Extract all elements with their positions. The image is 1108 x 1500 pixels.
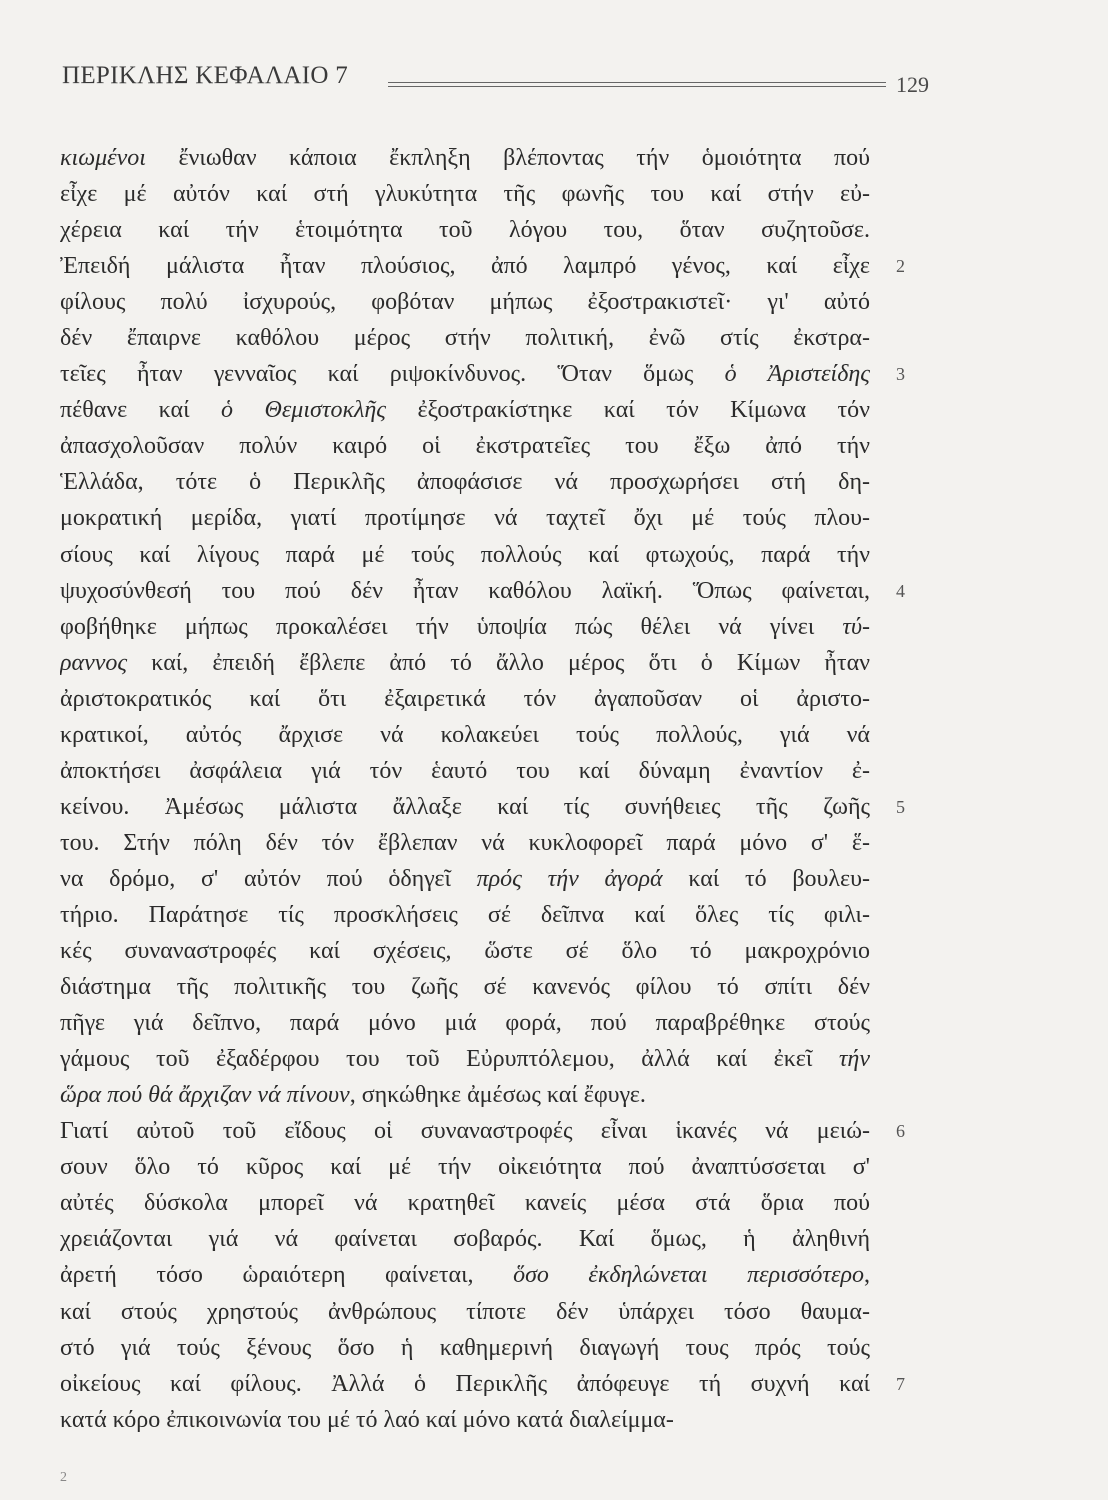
- line-text: οἰκείους καί φίλους. Ἀλλά ὁ Περικλῆς ἀπόφευγε τή συχνή καί: [60, 1370, 870, 1397]
- line-text: να δρόμο, σ' αὐτόν πού ὁδηγεῖ: [60, 865, 477, 892]
- line-text: Γιατί αὐτοῦ τοῦ εἴδους οἱ συναναστροφές εἶναι ἱκανές νά μειώ-: [60, 1118, 870, 1145]
- text-line: [60, 356, 870, 392]
- header-rule: [388, 82, 886, 87]
- footer-mark: 2: [60, 1470, 67, 1485]
- text-line: [60, 573, 870, 609]
- line-text: ψυχοσύνθεσή του πού δέν ἦταν καθόλου λαϊκή. Ὅπως φαίνεται,: [60, 577, 870, 604]
- italic-phrase: τήν: [838, 1046, 870, 1073]
- line-text: πῆγε γιά δεῖπνο, παρά μόνο μιά φορά, πού παραβρέθηκε στούς: [60, 1010, 870, 1037]
- text-line: [60, 1005, 870, 1041]
- line-text: εἶχε μέ αὐτόν καί στή γλυκύτητα τῆς φωνῆς του καί στήν εὐ-: [60, 181, 870, 208]
- text-line: [60, 1041, 870, 1077]
- italic-phrase: τύ-: [842, 613, 870, 640]
- text-line: [60, 500, 870, 536]
- text-line: [60, 681, 870, 717]
- line-text: στό γιά τούς ξένους ὅσο ἡ καθημερινή διαγωγή τους πρός τούς: [60, 1334, 870, 1361]
- text-line: [60, 1077, 870, 1113]
- line-text: σίους καί λίγους παρά μέ τούς πολλούς καί φτωχούς, παρά τήν: [60, 541, 870, 568]
- text-line: [60, 789, 870, 825]
- line-text: φοβήθηκε μήπως προκαλέσει τήν ὑποψία πώς θέλει νά γίνει: [60, 613, 843, 640]
- line-text: δέν ἔπαιρνε καθόλου μέρος στήν πολιτική, ἐνῶ στίς ἐκστρα-: [60, 325, 870, 352]
- text-line: [60, 284, 870, 320]
- line-text: κατά κόρο ἐπικοινωνία του μέ τό λαό καί μόνο κατά διαλείμμα-: [60, 1406, 674, 1433]
- text-line: [60, 248, 870, 284]
- line-text: ἀπασχολοῦσαν πολύν καιρό οἱ ἐκστρατεῖες του ἔξω ἀπό τήν: [60, 433, 870, 460]
- line-text: διάστημα τῆς πολιτικῆς του ζωῆς σέ κανενός φίλου τό σπίτι δέν: [60, 974, 870, 1001]
- text-line: [60, 753, 870, 789]
- text-line: [60, 320, 870, 356]
- line-text: τεῖες ἦταν γενναῖος καί ριψοκίνδυνος. Ὅταν ὅμως: [60, 361, 725, 388]
- text-line: [60, 1257, 870, 1293]
- text-line: [60, 717, 870, 753]
- text-line: [60, 537, 870, 573]
- section-number: 5: [896, 796, 905, 817]
- text-line: [60, 1149, 870, 1185]
- italic-phrase: ραννος: [60, 649, 128, 676]
- line-text: σουν ὅλο τό κῦρος καί μέ τήν οἰκειότητα πού ἀναπτύσσεται σ': [60, 1154, 870, 1181]
- line-text: πέθανε καί: [60, 397, 222, 424]
- italic-phrase: πρός τήν ἀγορά: [476, 865, 663, 892]
- italic-phrase: κιωμένοι: [60, 145, 146, 171]
- line-text: κές συναναστροφές καί σχέσεις, ὥστε σέ ὅλο τό μακροχρόνιο: [60, 938, 870, 965]
- page-number: 129: [896, 72, 929, 97]
- section-number: 6: [896, 1121, 905, 1142]
- text-line: [60, 897, 870, 933]
- text-line: [60, 1330, 870, 1366]
- text-line: [60, 969, 870, 1005]
- line-text: χέρεια καί τήν ἑτοιμότητα τοῦ λόγου του, ὅταν συζητοῦσε.: [60, 217, 870, 244]
- line-text: καί τό βουλευ-: [662, 865, 870, 892]
- line-text: καί στούς χρηστούς ἀνθρώπους τίποτε δέν ὑπάρχει τόσο θαυμα-: [60, 1298, 870, 1325]
- section-number: 2: [896, 256, 905, 277]
- text-line: [60, 428, 870, 464]
- italic-phrase: ὥρα πού θά ἄρχιζαν νά πίνουν: [60, 1082, 350, 1109]
- section-number: 3: [896, 364, 905, 385]
- line-text: Ἐπειδή μάλιστα ἦταν πλούσιος, ἀπό λαμπρό γένος, καί εἶχε: [60, 253, 870, 280]
- text-line: [60, 1185, 870, 1221]
- italic-phrase: ὁ Ἀριστείδης: [724, 361, 870, 388]
- chapter-title: ΠΕΡΙΚΛΗΣ ΚΕΦΑΛΑΙΟ 7: [62, 62, 349, 89]
- text-line: [60, 1113, 870, 1149]
- line-text: ἀρετή τόσο ὡραιότερη φαίνεται,: [60, 1262, 514, 1289]
- running-header: [62, 62, 929, 102]
- italic-phrase: ὁ Θεμιστοκλῆς: [221, 397, 386, 424]
- text-line: [60, 176, 870, 212]
- line-text: κείνου. Ἀμέσως μάλιστα ἄλλαξε καί τίς συνήθειες τῆς ζωῆς: [60, 793, 870, 820]
- line-text: Ἑλλάδα, τότε ὁ Περικλῆς ἀποφάσισε νά προσχωρήσει στή δη-: [60, 469, 870, 496]
- section-number: 4: [896, 580, 905, 601]
- line-text: ,: [864, 1262, 870, 1289]
- line-text: κρατικοί, αὐτός ἄρχισε νά κολακεύει τούς πολλούς, γιά νά: [60, 721, 870, 748]
- line-text: ἔνιωθαν κάποια ἔκπληξη βλέποντας τήν ὁμοιότητα πού: [145, 145, 870, 171]
- line-text: τήριο. Παράτησε τίς προσκλήσεις σέ δεῖπνα καί ὅλες τίς φιλι-: [60, 901, 870, 928]
- text-line: [60, 861, 870, 897]
- line-text: μοκρατική μερίδα, γιατί προτίμησε νά ταχτεῖ ὄχι μέ τούς πλου-: [60, 505, 870, 532]
- text-line: [60, 645, 870, 681]
- text-line: [60, 1402, 870, 1438]
- text-line: [60, 212, 870, 248]
- text-line: [60, 609, 870, 645]
- section-number: 7: [896, 1373, 905, 1394]
- line-text: φίλους πολύ ἰσχυρούς, φοβόταν μήπως ἐξοστρακιστεῖ· γι' αὐτό: [60, 289, 870, 316]
- line-text: , σηκώθηκε ἀμέσως καί ἔφυγε.: [349, 1082, 646, 1109]
- line-text: του. Στήν πόλη δέν τόν ἔβλεπαν νά κυκλοφορεῖ παρά μόνο σ' ἕ-: [60, 829, 870, 856]
- line-text: ἀποκτήσει ἀσφάλεια γιά τόν ἑαυτό του καί δύναμη ἐναντίον ἐ-: [60, 757, 870, 784]
- line-text: ἐξοστρακίστηκε καί τόν Κίμωνα τόν: [386, 397, 870, 424]
- text-line: [60, 825, 870, 861]
- text-line: [60, 1221, 870, 1257]
- text-line: [60, 1294, 870, 1330]
- text-line: [60, 392, 870, 428]
- text-line: [60, 140, 870, 176]
- body-text: [60, 140, 870, 1438]
- text-line: [60, 1366, 870, 1402]
- line-text: ἀριστοκρατικός καί ὅτι ἐξαιρετικά τόν ἀγαποῦσαν οἱ ἀριστο-: [60, 685, 870, 712]
- text-line: [60, 464, 870, 500]
- line-text: χρειάζονται γιά νά φαίνεται σοβαρός. Καί ὅμως, ἡ ἀληθινή: [60, 1226, 870, 1253]
- italic-phrase: ὅσο ἐκδηλώνεται περισσότερο: [513, 1262, 865, 1289]
- text-line: [60, 933, 870, 969]
- line-text: αὐτές δύσκολα μπορεῖ νά κρατηθεῖ κανείς μέσα στά ὅρια πού: [60, 1190, 870, 1217]
- line-text: γάμους τοῦ ἐξαδέρφου του τοῦ Εὐρυπτόλεμου, ἀλλά καί ἐκεῖ: [60, 1046, 839, 1073]
- line-text: καί, ἐπειδή ἔβλεπε ἀπό τό ἄλλο μέρος ὅτι ὁ Κίμων ἦταν: [127, 649, 870, 676]
